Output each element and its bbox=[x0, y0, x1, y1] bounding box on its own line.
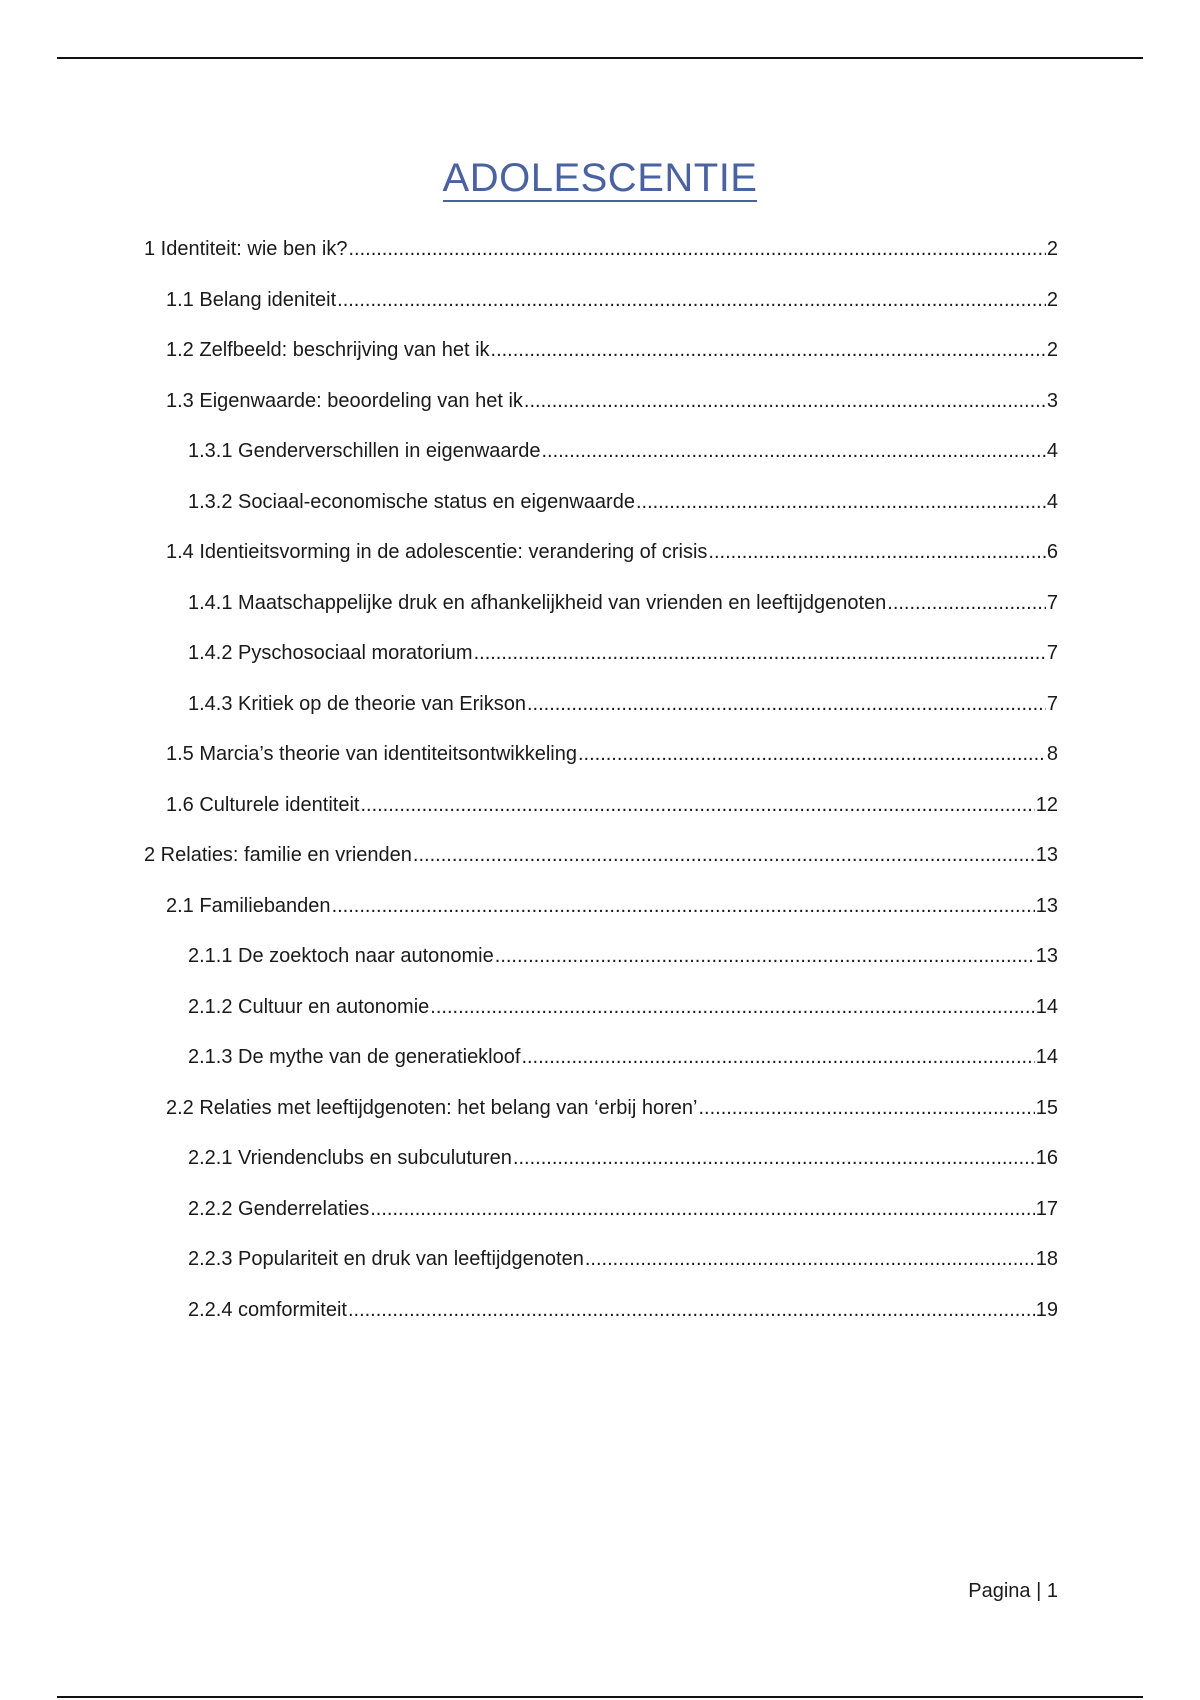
toc-entry-title: 2.2.3 Populariteit en druk van leeftijdgenoten bbox=[188, 1248, 584, 1270]
toc-page-number: 6 bbox=[1046, 541, 1058, 563]
toc-entry[interactable] bbox=[144, 236, 1058, 287]
document-title-text: ADOLESCENTIE bbox=[442, 156, 758, 200]
table-of-contents bbox=[144, 236, 1058, 1347]
toc-dot-leader bbox=[698, 1095, 1034, 1121]
page-footer: Pagina | 1 bbox=[968, 1580, 1058, 1602]
toc-dot-leader bbox=[495, 943, 1035, 969]
toc-dot-leader bbox=[585, 1246, 1035, 1272]
toc-dot-leader bbox=[491, 337, 1046, 363]
toc-entry-title: 2.1 Familiebanden bbox=[166, 894, 331, 917]
toc-page-number: 4 bbox=[1046, 440, 1058, 462]
toc-page-number: 19 bbox=[1035, 1298, 1058, 1321]
toc-page-number: 17 bbox=[1035, 1197, 1058, 1220]
toc-page-number: 7 bbox=[1046, 591, 1058, 614]
toc-entry[interactable] bbox=[144, 1246, 1058, 1297]
toc-dot-leader bbox=[636, 489, 1046, 515]
toc-dot-leader bbox=[430, 994, 1034, 1020]
toc-page-number: 14 bbox=[1035, 995, 1058, 1018]
toc-page-number: 8 bbox=[1046, 743, 1058, 765]
toc-entry[interactable] bbox=[144, 337, 1058, 388]
toc-entry[interactable] bbox=[144, 1145, 1058, 1196]
toc-entry[interactable] bbox=[144, 842, 1058, 893]
toc-page-number: 7 bbox=[1046, 642, 1058, 664]
toc-dot-leader bbox=[360, 792, 1034, 818]
toc-entry-title: 2.1.2 Cultuur en autonomie bbox=[188, 995, 430, 1018]
toc-page-number: 16 bbox=[1035, 1147, 1058, 1169]
toc-entry[interactable] bbox=[144, 1044, 1058, 1095]
footer-rule bbox=[57, 1696, 1143, 1698]
toc-entry-title: 2.2.4 comformiteit bbox=[188, 1298, 347, 1321]
toc-entry[interactable] bbox=[144, 1297, 1058, 1348]
toc-dot-leader bbox=[887, 590, 1046, 616]
toc-entry[interactable] bbox=[144, 539, 1058, 590]
toc-entry-title: 1.4 Identieitsvorming in de adolescentie: verandering of crisis bbox=[166, 541, 708, 563]
toc-dot-leader bbox=[527, 691, 1046, 717]
toc-dot-leader bbox=[370, 1196, 1035, 1222]
toc-entry[interactable] bbox=[144, 489, 1058, 540]
toc-page-number: 18 bbox=[1035, 1248, 1058, 1270]
toc-entry[interactable] bbox=[144, 943, 1058, 994]
toc-entry[interactable] bbox=[144, 1095, 1058, 1146]
toc-dot-leader bbox=[474, 640, 1046, 666]
toc-entry[interactable] bbox=[144, 741, 1058, 792]
toc-page-number: 2 bbox=[1046, 339, 1058, 361]
toc-entry[interactable] bbox=[144, 388, 1058, 439]
toc-dot-leader bbox=[332, 893, 1035, 919]
toc-entry[interactable] bbox=[144, 438, 1058, 489]
toc-dot-leader bbox=[348, 1297, 1035, 1323]
toc-entry-title: 2.2.2 Genderrelaties bbox=[188, 1197, 370, 1220]
toc-entry-title: 1.3.2 Sociaal-economische status en eigenwaarde bbox=[188, 490, 635, 513]
toc-page-number: 12 bbox=[1035, 793, 1058, 816]
toc-entry-title: 1.4.1 Maatschappelijke druk en afhankelijkheid van vrienden en leeftijdgenoten bbox=[188, 591, 887, 614]
toc-dot-leader bbox=[521, 1044, 1034, 1070]
toc-entry-title: 1 Identiteit: wie ben ik? bbox=[144, 238, 348, 260]
toc-dot-leader bbox=[348, 236, 1045, 262]
toc-entry-title: 2.1.1 De zoektoch naar autonomie bbox=[188, 945, 494, 967]
toc-page-number: 4 bbox=[1046, 490, 1058, 513]
toc-entry-title: 2.2.1 Vriendenclubs en subculuturen bbox=[188, 1147, 512, 1169]
toc-entry-title: 1.3.1 Genderverschillen in eigenwaarde bbox=[188, 440, 541, 462]
document-title bbox=[0, 152, 1200, 204]
toc-entry-title: 1.4.2 Pyschosociaal moratorium bbox=[188, 642, 473, 664]
toc-dot-leader bbox=[708, 539, 1045, 565]
toc-entry[interactable] bbox=[144, 792, 1058, 843]
header-rule bbox=[57, 57, 1143, 59]
toc-page-number: 15 bbox=[1035, 1096, 1058, 1119]
toc-entry[interactable] bbox=[144, 287, 1058, 338]
toc-entry[interactable] bbox=[144, 691, 1058, 742]
toc-page-number: 13 bbox=[1035, 945, 1058, 967]
toc-entry-title: 2.1.3 De mythe van de generatiekloof bbox=[188, 1046, 521, 1068]
toc-entry-title: 1.4.3 Kritiek op de theorie van Erikson bbox=[188, 692, 526, 715]
toc-entry[interactable] bbox=[144, 893, 1058, 944]
toc-dot-leader bbox=[524, 388, 1046, 414]
toc-page-number: 14 bbox=[1035, 1046, 1058, 1068]
toc-dot-leader bbox=[413, 842, 1035, 868]
toc-page-number: 3 bbox=[1046, 389, 1058, 412]
toc-page-number: 2 bbox=[1046, 288, 1058, 311]
toc-entry[interactable] bbox=[144, 1196, 1058, 1247]
toc-entry-title: 2.2 Relaties met leeftijdgenoten: het belang van ‘erbij horen’ bbox=[166, 1096, 698, 1119]
toc-entry[interactable] bbox=[144, 590, 1058, 641]
toc-page-number: 7 bbox=[1046, 692, 1058, 715]
toc-dot-leader bbox=[513, 1145, 1035, 1171]
toc-entry[interactable] bbox=[144, 640, 1058, 691]
toc-entry-title: 1.5 Marcia’s theorie van identiteitsontwikkeling bbox=[166, 743, 577, 765]
toc-dot-leader bbox=[578, 741, 1046, 767]
toc-entry-title: 1.1 Belang ideniteit bbox=[166, 288, 337, 311]
toc-entry-title: 1.3 Eigenwaarde: beoordeling van het ik bbox=[166, 389, 523, 412]
toc-page-number: 2 bbox=[1046, 238, 1058, 260]
toc-dot-leader bbox=[541, 438, 1045, 464]
toc-entry[interactable] bbox=[144, 994, 1058, 1045]
toc-dot-leader bbox=[337, 287, 1046, 313]
toc-entry-title: 2 Relaties: familie en vrienden bbox=[144, 844, 412, 866]
toc-entry-title: 1.6 Culturele identiteit bbox=[166, 793, 360, 816]
toc-page-number: 13 bbox=[1035, 844, 1058, 866]
toc-page-number: 13 bbox=[1035, 894, 1058, 917]
toc-entry-title: 1.2 Zelfbeeld: beschrijving van het ik bbox=[166, 339, 490, 361]
